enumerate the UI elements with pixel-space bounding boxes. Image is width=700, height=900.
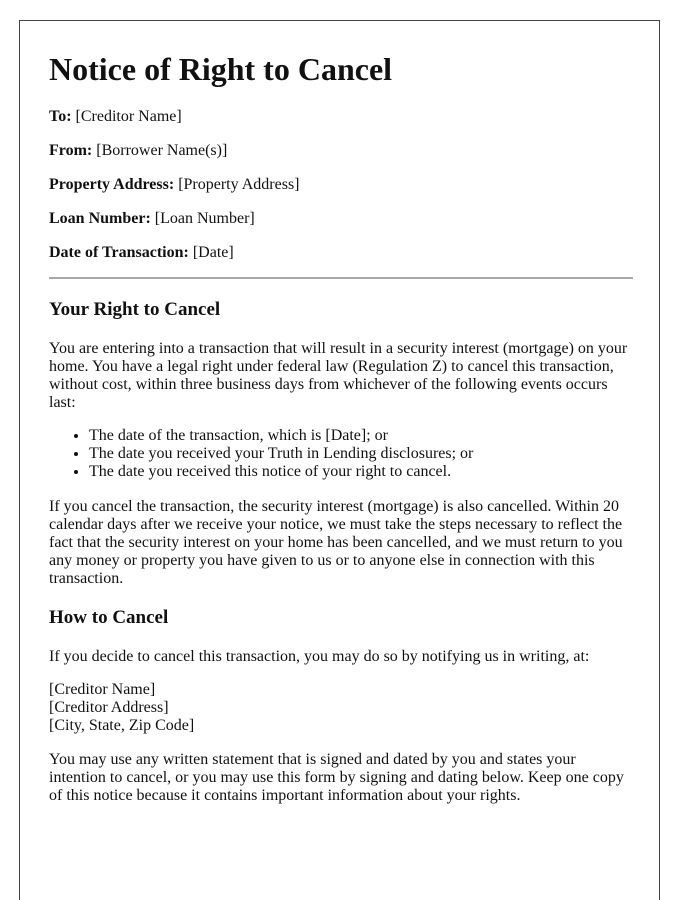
field-date-of-transaction (49, 243, 234, 263)
section-heading-how-to-cancel: How to Cancel (49, 607, 169, 628)
field-to-label: To: (49, 108, 72, 125)
field-from-label: From: (49, 142, 93, 159)
field-to-value: [Creditor Name] (75, 108, 182, 125)
section-divider (49, 277, 633, 279)
cancellation-events-list (49, 427, 649, 481)
address-line-city-state-zip: [City, State, Zip Code] (49, 717, 195, 734)
closing-paragraph: You may use any written statement that is signed and dated by you and states your intention to cancel, or you may use this form by signing and dating below. Keep one copy of this notice because it contains important information about your rights. (49, 751, 624, 804)
field-property-address-value: [Property Address] (178, 176, 300, 193)
field-from-value: [Borrower Name(s)] (96, 142, 228, 159)
list-item: • The date you received this notice of your right to cancel. (89, 463, 649, 481)
field-to (49, 107, 182, 127)
list-item: • The date of the transaction, which is [Date]; or (89, 427, 649, 445)
field-date-of-transaction-value: [Date] (192, 244, 234, 261)
how-to-cancel-instructions: If you decide to cancel this transaction, you may do so by notifying us in writing, at: (49, 648, 590, 665)
list-item: • The date you received your Truth in Lending disclosures; or (89, 445, 649, 463)
field-property-address (49, 175, 300, 195)
right-to-cancel-intro: You are entering into a transaction that will result in a security interest (mortgage) on your home. You have a legal right under federal law (Regulation Z) to cancel this transaction, without cost, within three business days from whichever of the following events occurs last: (49, 340, 628, 411)
address-line-creditor-address: [Creditor Address] (49, 699, 169, 716)
field-date-of-transaction-label: Date of Transaction: (49, 244, 189, 261)
address-line-creditor-name: [Creditor Name] (49, 681, 156, 698)
field-property-address-label: Property Address: (49, 176, 175, 193)
notice-document (19, 20, 660, 900)
page-title: Notice of Right to Cancel (49, 51, 393, 87)
field-loan-number (49, 209, 255, 229)
field-loan-number-value: [Loan Number] (154, 210, 255, 227)
creditor-address-block (49, 681, 631, 735)
cancellation-effect-paragraph: If you cancel the transaction, the security interest (mortgage) is also cancelled. Within 20 calendar days after we receive your notice, we must take the steps necessary to reflect the fact that the security interest on your home has been cancelled, and we must return to you any money or property you have given to us or to anyone else in connection with this transaction. (49, 498, 623, 587)
section-heading-right-to-cancel: Your Right to Cancel (49, 299, 221, 320)
field-from (49, 141, 227, 161)
field-loan-number-label: Loan Number: (49, 210, 151, 227)
